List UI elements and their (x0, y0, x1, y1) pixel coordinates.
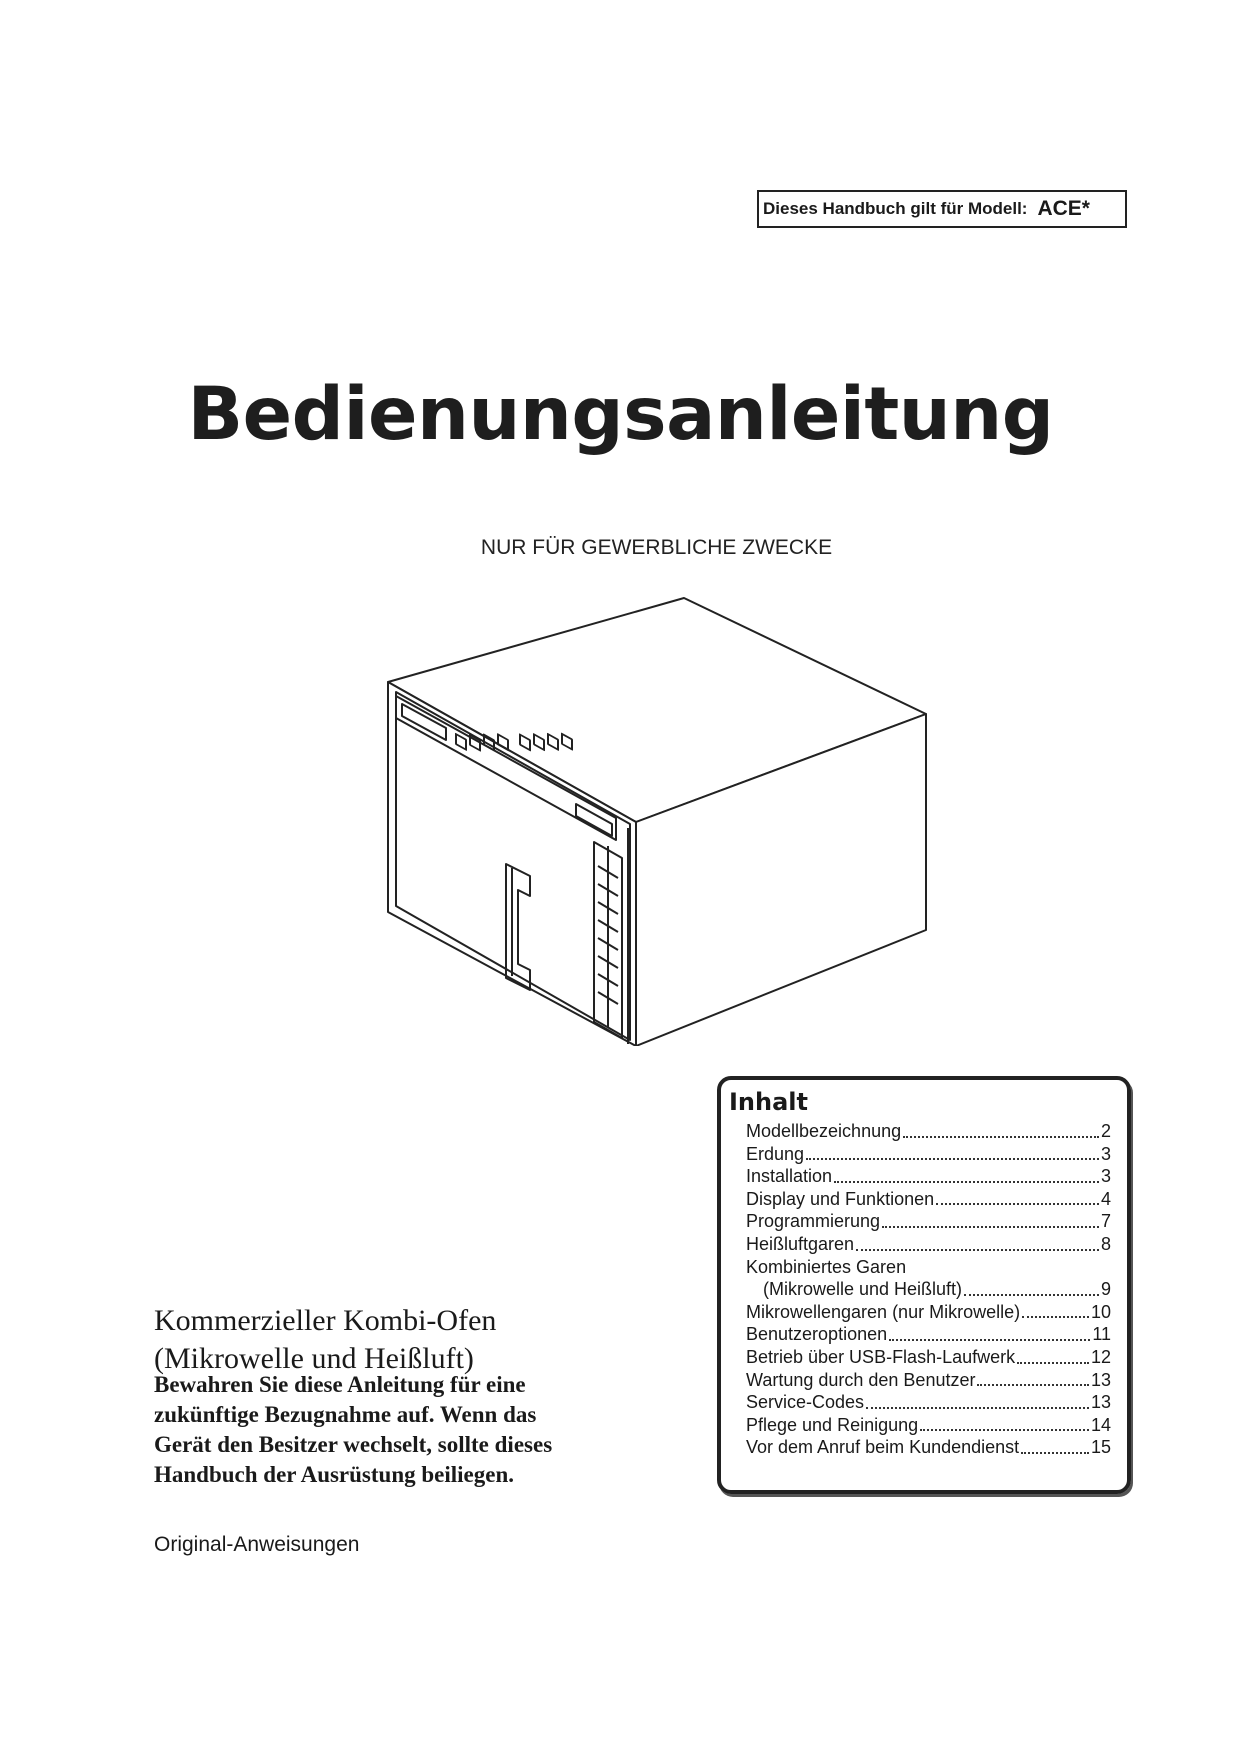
toc-entry-page: 13 (1090, 1392, 1111, 1413)
toc-leader-dots (920, 1428, 1089, 1431)
toc-entry-page: 2 (1100, 1121, 1111, 1141)
toc-entry-label: Heißluftgaren (746, 1233, 855, 1254)
toc-entry-page: 12 (1090, 1346, 1111, 1367)
toc-leader-dots (866, 1406, 1089, 1409)
toc-leader-dots (882, 1225, 1099, 1228)
page-title: Bedienungsanleitung (187, 372, 1054, 457)
toc-heading: Inhalt (729, 1088, 808, 1116)
toc-entry[interactable] (746, 1301, 1111, 1324)
toc-entry[interactable] (746, 1256, 1111, 1279)
toc-entry-label: Pflege und Reinigung (746, 1414, 919, 1435)
toc-entry[interactable] (746, 1278, 1111, 1301)
toc-entry-page: 3 (1100, 1166, 1111, 1187)
toc-leader-dots (889, 1338, 1090, 1341)
toc-entry[interactable] (746, 1233, 1111, 1256)
model-notice-text: Dieses Handbuch gilt für Modell: (763, 199, 1028, 218)
product-name-line: Kommerzieller Kombi-Ofen (154, 1304, 497, 1337)
oven-illustration-icon (380, 596, 940, 1046)
toc-leader-dots (806, 1157, 1099, 1160)
toc-entry[interactable] (746, 1391, 1111, 1414)
toc-entry-label: Benutzeroptionen (746, 1324, 888, 1345)
toc-leader-dots (964, 1293, 1099, 1296)
toc-entry-page: 4 (1100, 1188, 1111, 1209)
toc-entry-label: Display und Funktionen (746, 1188, 935, 1209)
toc-entry[interactable] (746, 1369, 1111, 1392)
toc-list (746, 1120, 1111, 1459)
toc-entry[interactable] (746, 1188, 1111, 1211)
toc-entry[interactable] (746, 1346, 1111, 1369)
toc-leader-dots (1022, 1315, 1089, 1318)
toc-leader-dots (856, 1248, 1099, 1251)
toc-entry-page: 14 (1090, 1414, 1111, 1435)
toc-entry-label: Programmierung (746, 1211, 881, 1232)
toc-leader-dots (834, 1180, 1099, 1183)
toc-entry-page: 11 (1092, 1324, 1111, 1345)
model-code: ACE* (1037, 197, 1090, 220)
toc-entry[interactable] (746, 1120, 1111, 1143)
toc-entry[interactable] (746, 1210, 1111, 1233)
page-subtitle: NUR FÜR GEWERBLICHE ZWECKE (480, 536, 833, 559)
toc-entry-label: (Mikrowelle und Heißluft) (763, 1279, 963, 1300)
keep-note-line: Handbuch der Ausrüstung beiliegen. (154, 1462, 515, 1487)
toc-entry[interactable] (746, 1323, 1111, 1346)
toc-entry[interactable] (746, 1165, 1111, 1188)
toc-entry[interactable] (746, 1436, 1111, 1459)
toc-entry-page: 3 (1100, 1143, 1111, 1164)
toc-leader-dots (1017, 1361, 1089, 1364)
toc-entry-label: Vor dem Anruf beim Kundendienst (746, 1437, 1020, 1458)
keep-note-line: Bewahren Sie diese Anleitung für eine (154, 1372, 526, 1397)
product-name (154, 1302, 496, 1378)
original-instructions-label: Original-Anweisungen (154, 1533, 360, 1556)
product-name-line: (Mikrowelle und Heißluft) (154, 1342, 474, 1375)
toc-entry-label: Betrieb über USB-Flash-Laufwerk (746, 1346, 1016, 1367)
toc-entry[interactable] (746, 1414, 1111, 1437)
toc-entry-label: Erdung (746, 1143, 805, 1164)
toc-entry-label: Mikrowellengaren (nur Mikrowelle) (746, 1301, 1021, 1322)
toc-entry-label: Modellbezeichnung (746, 1121, 902, 1141)
toc-entry[interactable] (746, 1143, 1111, 1166)
toc-entry-page: 10 (1090, 1301, 1111, 1322)
toc-entry-page: 7 (1100, 1211, 1111, 1232)
toc-entry-label: Wartung durch den Benutzer (746, 1369, 976, 1390)
toc-entry-label: Service-Codes (746, 1392, 865, 1413)
toc-leader-dots (936, 1202, 1099, 1205)
toc-leader-dots (977, 1383, 1089, 1386)
keep-note-line: zukünftige Bezugnahme auf. Wenn das (154, 1402, 537, 1427)
keep-manual-note (154, 1370, 634, 1490)
table-of-contents (717, 1076, 1131, 1494)
toc-entry-page: 9 (1100, 1279, 1111, 1300)
toc-entry-label: Kombiniertes Garen (746, 1256, 907, 1277)
toc-entry-page: 15 (1090, 1437, 1111, 1458)
toc-entry-page: 13 (1090, 1369, 1111, 1390)
toc-entry-label: Installation (746, 1166, 833, 1187)
keep-note-line: Gerät den Besitzer wechselt, sollte dieses (154, 1432, 553, 1457)
toc-leader-dots (903, 1135, 1099, 1138)
toc-leader-dots (1021, 1451, 1089, 1454)
model-notice (757, 190, 1127, 228)
toc-entry-page: 8 (1100, 1233, 1111, 1254)
